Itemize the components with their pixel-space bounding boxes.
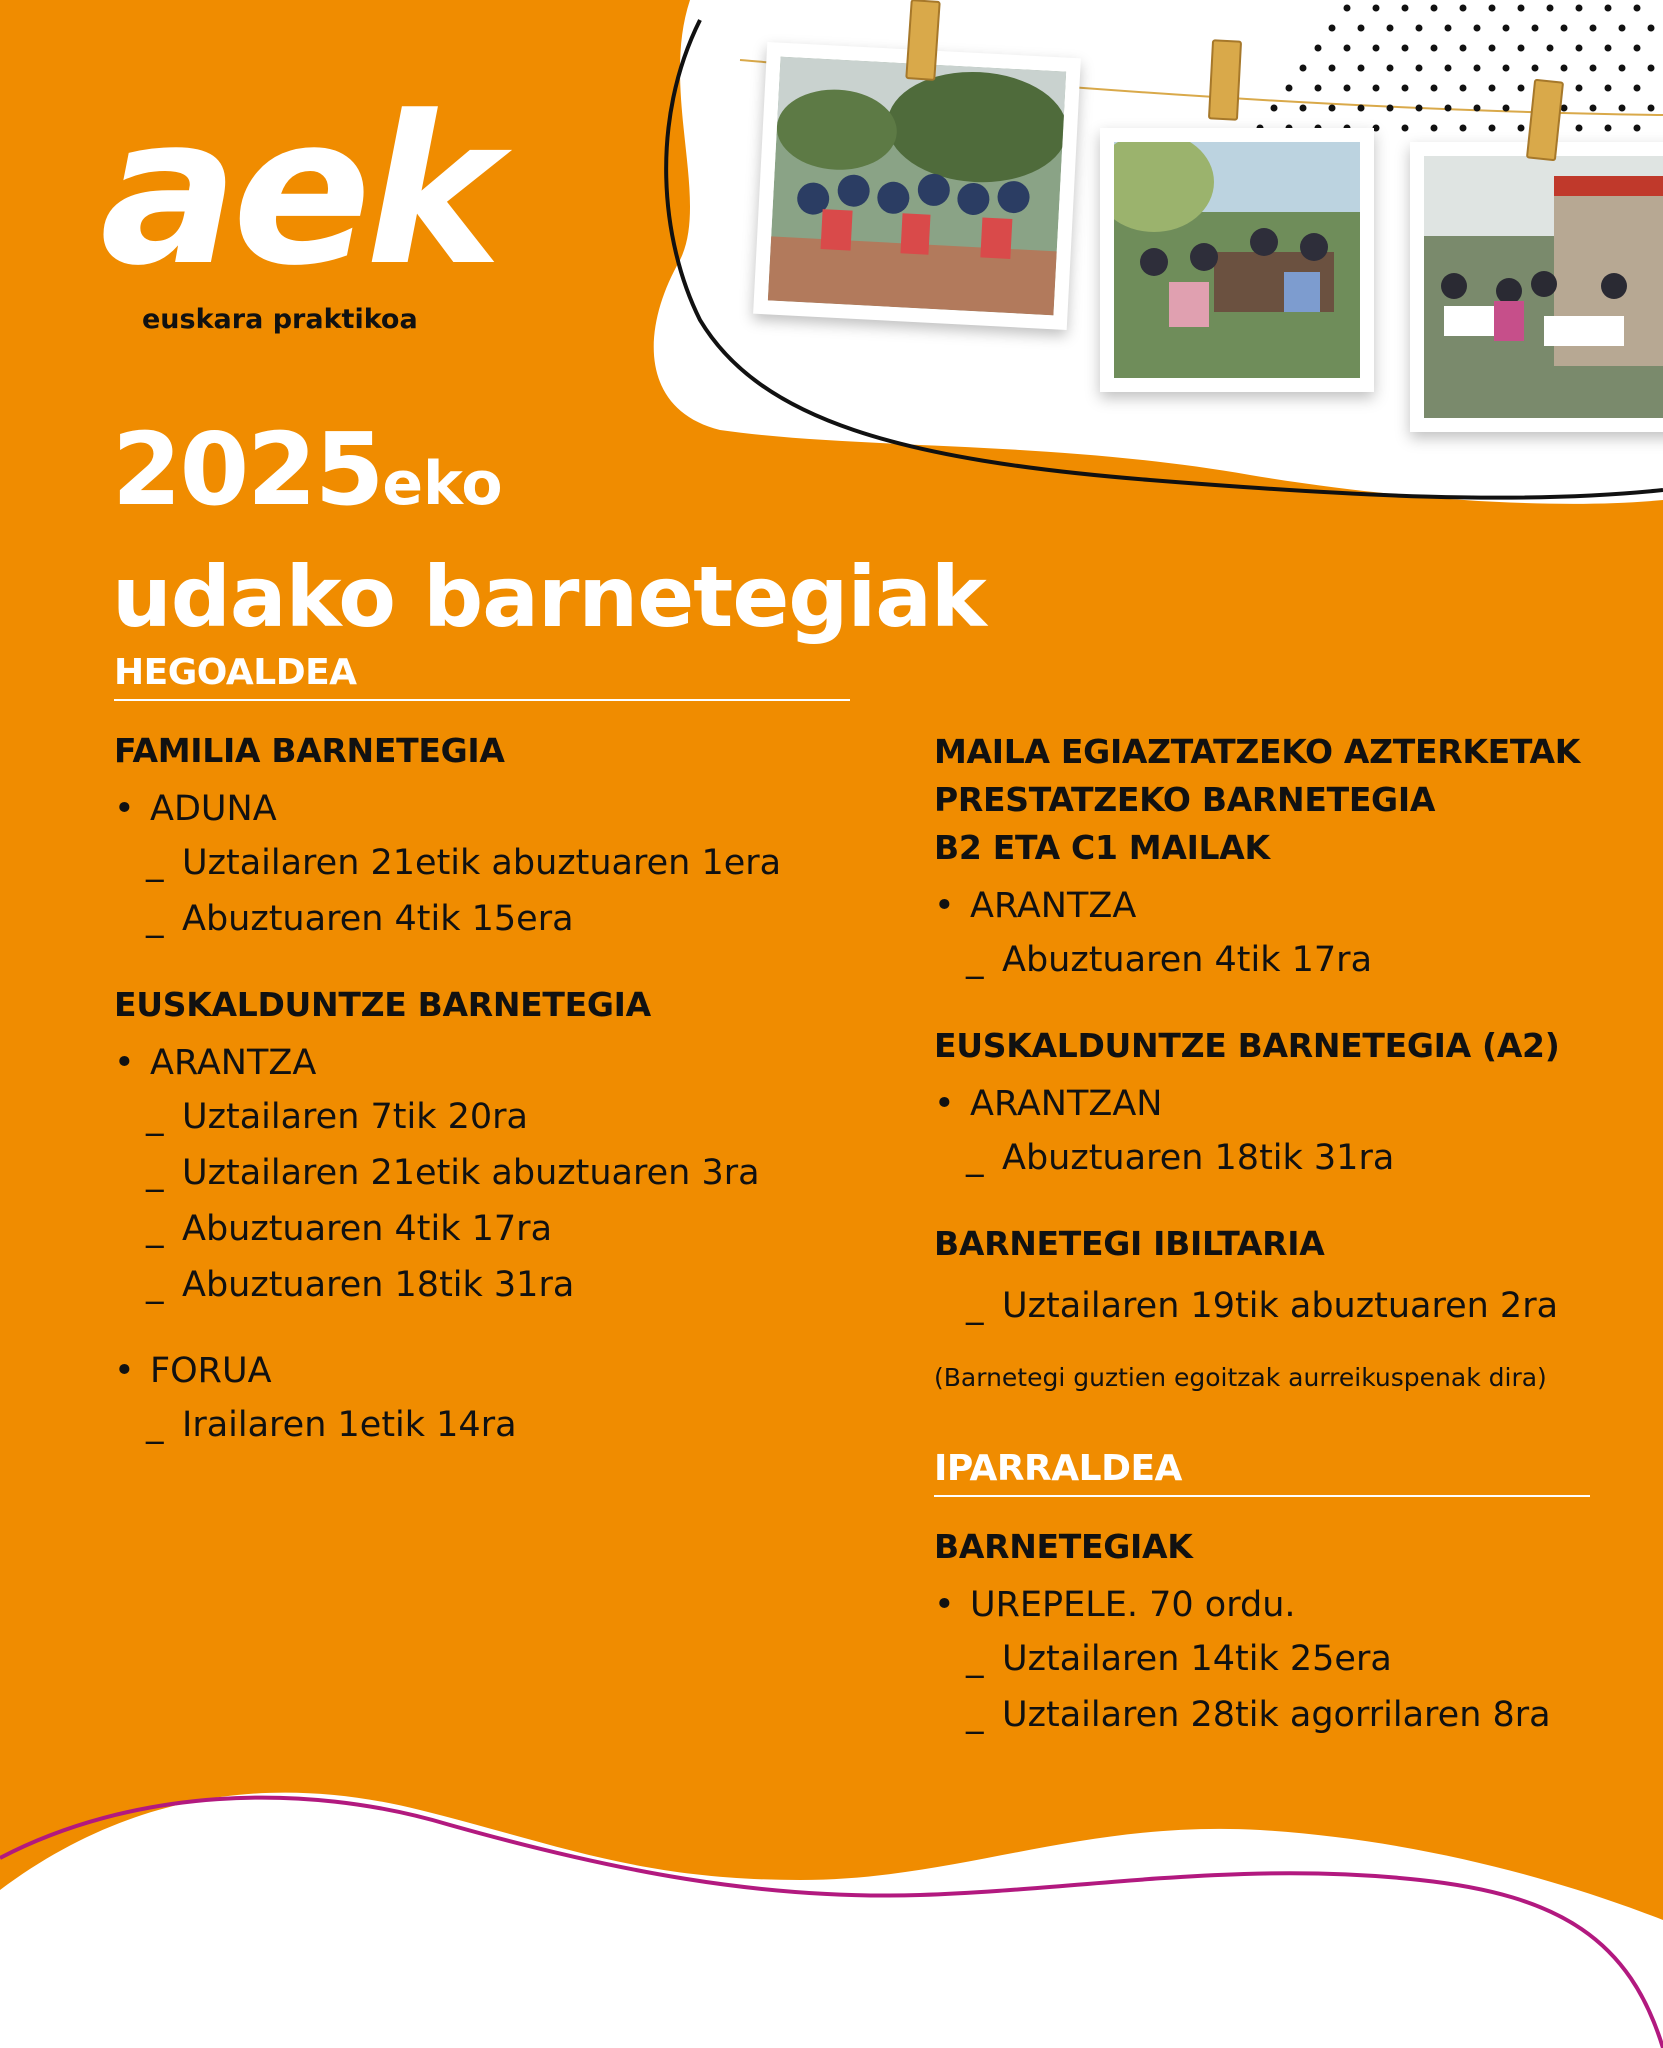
place-name: ARANTZA (150, 1043, 317, 1083)
dash: _ (966, 1695, 984, 1735)
dash: _ (146, 843, 164, 883)
date-text: Abuztuaren 4tik 17ra (1002, 940, 1373, 980)
date-item (934, 1687, 1594, 1743)
logo-mark: aek (100, 73, 496, 311)
place-item (114, 783, 850, 835)
headline (112, 411, 986, 646)
group-photo (753, 42, 1081, 330)
logo (100, 73, 496, 342)
region-hegoaldea: HEGOALDEA (114, 652, 850, 701)
dash: _ (966, 940, 984, 980)
date-item (114, 1145, 850, 1201)
section-euskalduntze: EUSKALDUNTZE BARNETEGIA (114, 985, 651, 1024)
date-text: Uztailaren 28tik agorrilaren 8ra (1002, 1695, 1551, 1735)
date-text: Uztailaren 21etik abuztuaren 1era (182, 843, 782, 883)
date-item (934, 1278, 1594, 1334)
footnote: (Barnetegi guztien egoitzak aurreikuspenak dira) (934, 1363, 1547, 1392)
section-euskalduntze-a2: EUSKALDUNTZE BARNETEGIA (A2) (934, 1026, 1560, 1065)
place-name: ADUNA (150, 789, 277, 829)
right-column (934, 728, 1594, 1743)
year: 2025 (112, 411, 383, 528)
date-text: Uztailaren 14tik 25era (1002, 1639, 1392, 1679)
clothespin (1208, 39, 1242, 120)
date-text: Abuztuaren 18tik 31ra (1002, 1138, 1395, 1178)
place-name: UREPELE. 70 ordu. (970, 1585, 1296, 1625)
date-item (934, 932, 1594, 988)
dash: _ (146, 1153, 164, 1193)
date-text: Irailaren 1etik 14ra (182, 1405, 517, 1445)
bullet: • (114, 1351, 135, 1391)
dash: _ (146, 1209, 164, 1249)
date-item (934, 1130, 1594, 1186)
place-name: ARANTZAN (970, 1084, 1163, 1124)
picnic-photo (1100, 128, 1374, 392)
section-barnetegiak: BARNETEGIAK (934, 1527, 1193, 1566)
section-maila-line1: MAILA EGIAZTATZEKO AZTERKETAK (934, 732, 1581, 771)
bullet: • (114, 789, 135, 829)
subtitle: udako barnetegiak (112, 548, 986, 646)
dash: _ (966, 1138, 984, 1178)
place-name: FORUA (150, 1351, 272, 1391)
region-iparraldea: IPARRALDEA (934, 1448, 1590, 1497)
date-text: Abuztuaren 18tik 31ra (182, 1265, 575, 1305)
place-item (934, 1078, 1594, 1130)
bullet: • (934, 1585, 955, 1625)
section-maila-line3: B2 ETA C1 MAILAK (934, 828, 1270, 867)
dash: _ (966, 1639, 984, 1679)
bullet: • (114, 1043, 135, 1083)
place-name: ARANTZA (970, 886, 1137, 926)
bullet: • (934, 886, 955, 926)
date-item (114, 835, 850, 891)
left-column (114, 652, 850, 1453)
bullet: • (934, 1084, 955, 1124)
dash: _ (966, 1286, 984, 1326)
date-text: Uztailaren 21etik abuztuaren 3ra (182, 1153, 760, 1193)
date-item (114, 1089, 850, 1145)
date-item (114, 1397, 850, 1453)
logo-tagline: euskara praktikoa (142, 304, 418, 335)
date-text: Uztailaren 7tik 20ra (182, 1097, 529, 1137)
date-text: Abuztuaren 4tik 17ra (182, 1209, 553, 1249)
date-text: Abuztuaren 4tik 15era (182, 899, 574, 939)
date-item (114, 1201, 850, 1257)
dash: _ (146, 1265, 164, 1305)
year-suffix: eko (382, 449, 503, 519)
clothespin (905, 0, 941, 81)
place-item (934, 880, 1594, 932)
date-text: Uztailaren 19tik abuztuaren 2ra (1002, 1286, 1559, 1326)
place-item (114, 1345, 850, 1397)
section-ibiltaria: BARNETEGI IBILTARIA (934, 1224, 1325, 1263)
dash: _ (146, 1405, 164, 1445)
dash: _ (146, 899, 164, 939)
year-line (112, 411, 986, 549)
section-familia: FAMILIA BARNETEGIA (114, 731, 505, 770)
dash: _ (146, 1097, 164, 1137)
date-item (114, 1257, 850, 1313)
date-item (934, 1631, 1594, 1687)
date-item (114, 891, 850, 947)
section-maila-line2: PRESTATZEKO BARNETEGIA (934, 780, 1436, 819)
place-item (934, 1579, 1594, 1631)
place-item (114, 1037, 850, 1089)
terrace-photo (1410, 142, 1663, 432)
